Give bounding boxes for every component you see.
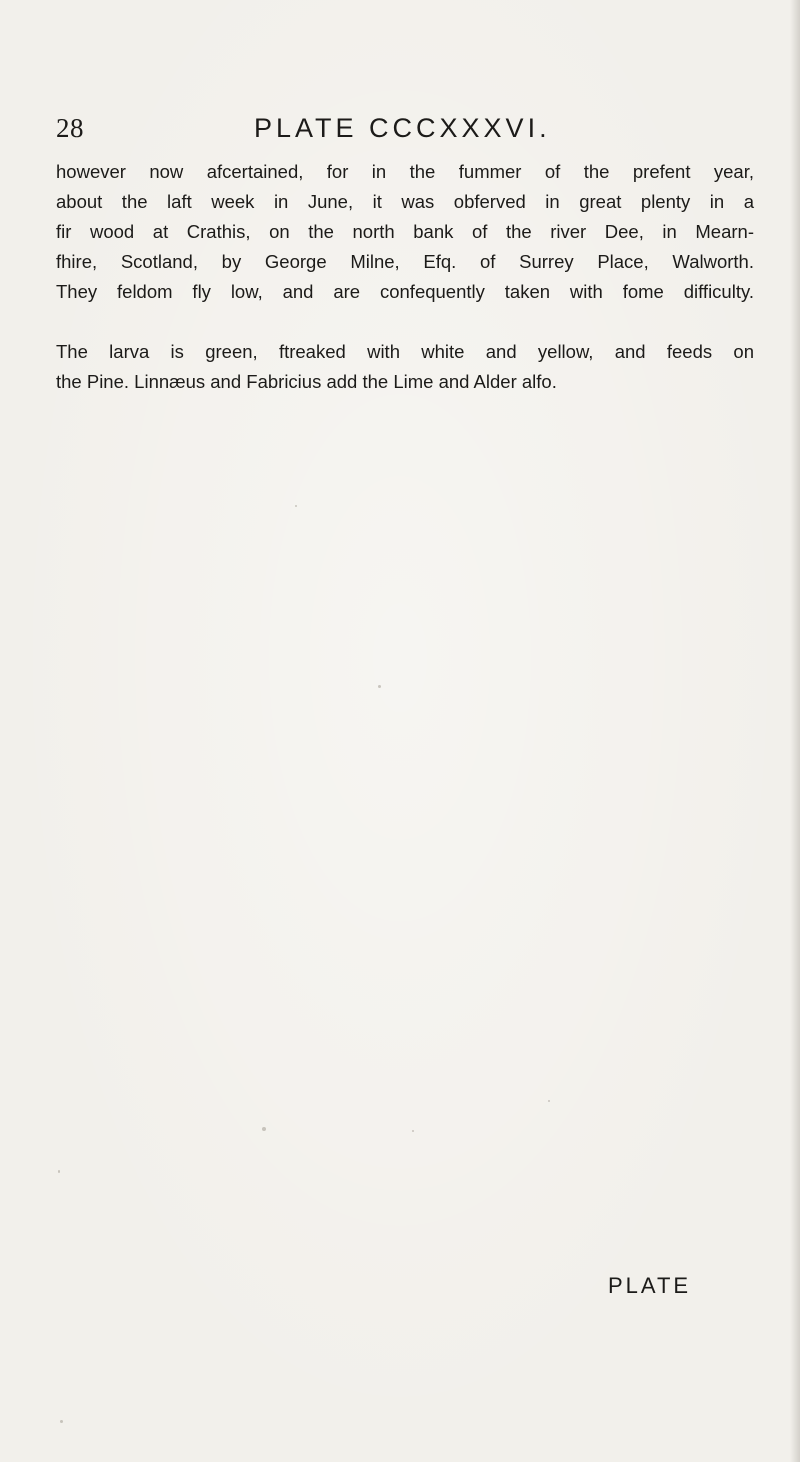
- text-line: the Pine. Linnæus and Fabricius add the Lime and Alder alfo.: [56, 371, 557, 392]
- paragraph-larva: [56, 337, 754, 397]
- text-line: The larva is green, ftreaked with white and yellow, and feeds on: [56, 341, 754, 362]
- text-line: however now afcertained, for in the fummer of the prefent year,: [56, 161, 754, 182]
- page-edge-shadow: [790, 0, 800, 1462]
- text-line: fhire, Scotland, by George Milne, Efq. of Surrey Place, Walworth.: [56, 251, 754, 272]
- text-line: fir wood at Crathis, on the north bank of the river Dee, in Mearn-: [56, 221, 754, 242]
- running-head: [56, 113, 746, 153]
- catchword: PLATE: [608, 1273, 692, 1298]
- page-number: 28: [56, 113, 84, 143]
- text-line: about the laft week in June, it was obferved in great plenty in a: [56, 191, 754, 212]
- paragraph-description: [56, 157, 754, 307]
- plate-heading: PLATE CCCXXXVI.: [254, 113, 551, 143]
- text-line: They feldom fly low, and are confequently taken with fome difficulty.: [56, 281, 754, 302]
